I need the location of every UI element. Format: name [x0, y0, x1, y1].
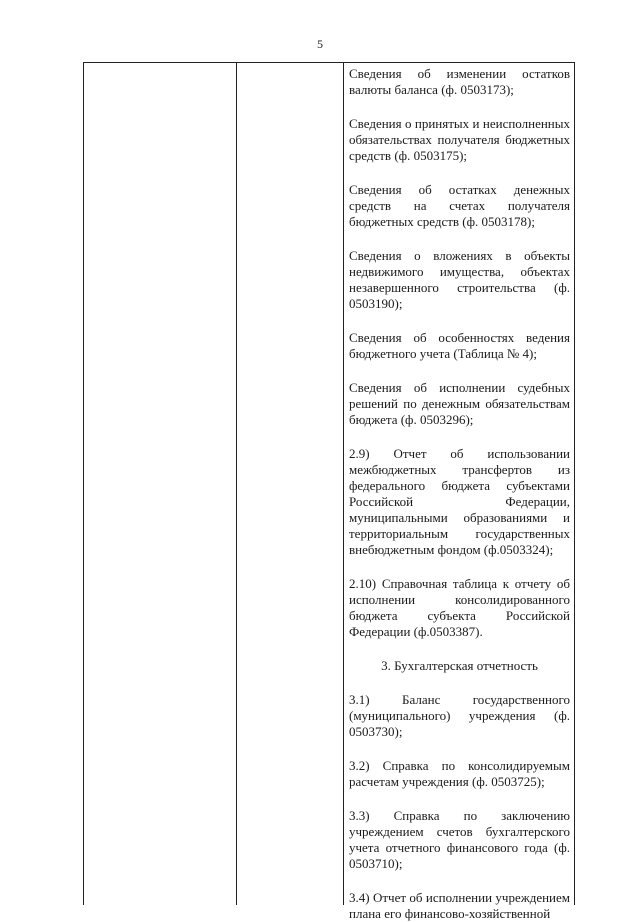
section-heading-accounting: 3. Бухгалтерская отчетность: [381, 658, 538, 673]
entry-2-10-reference-table: 2.10) Справочная таблица к отчету об исполнении консолидированного бюджета субъекта Российской Федерации (ф.0503387).: [349, 576, 570, 639]
table-column-2: [237, 63, 344, 905]
entry-balance-changes: Сведения об изменении остатков валюты баланса (ф. 0503173);: [349, 66, 570, 97]
entry-3-4-plan-execution: 3.4) Отчет об исполнении учреждением плана его финансово-хозяйственной: [349, 890, 570, 921]
entry-court-decisions: Сведения об исполнении судебных решений по денежным обязательствам бюджета (ф. 0503296);: [349, 380, 570, 427]
entry-3-2-consolidated-settlements: 3.2) Справка по консолидируемым расчетам учреждения (ф. 0503725);: [349, 758, 570, 789]
entry-cash-balances: Сведения об остатках денежных средств на счетах получателя бюджетных средств (ф. 0503178);: [349, 182, 570, 229]
entry-3-3-account-closing: 3.3) Справка по заключению учреждением счетов бухгалтерского учета отчетного финансового года (ф. 0503710);: [349, 808, 570, 871]
document-table: [83, 62, 575, 921]
entry-2-9-transfers-report: 2.9) Отчет об использовании межбюджетных трансфертов из федерального бюджета субъектами Российской Федерации, муниципальными образованиями и территориальным государственных внебюджетным фондом (ф.0503324);: [349, 446, 570, 557]
table-column-1: [84, 63, 237, 905]
entry-real-estate-investments: Сведения о вложениях в объекты недвижимого имущества, объектах незавершенного строительства (ф. 0503190);: [349, 248, 570, 311]
entry-3-1-balance: 3.1) Баланс государственного (муниципального) учреждения (ф. 0503730);: [349, 692, 570, 739]
table-column-3: [344, 63, 574, 921]
entry-obligations: Сведения о принятых и неисполненных обязательствах получателя бюджетных средств (ф. 0503175);: [349, 116, 570, 163]
entry-accounting-specifics: Сведения об особенностях ведения бюджетного учета (Таблица № 4);: [349, 330, 570, 361]
page-number: 5: [317, 37, 323, 51]
